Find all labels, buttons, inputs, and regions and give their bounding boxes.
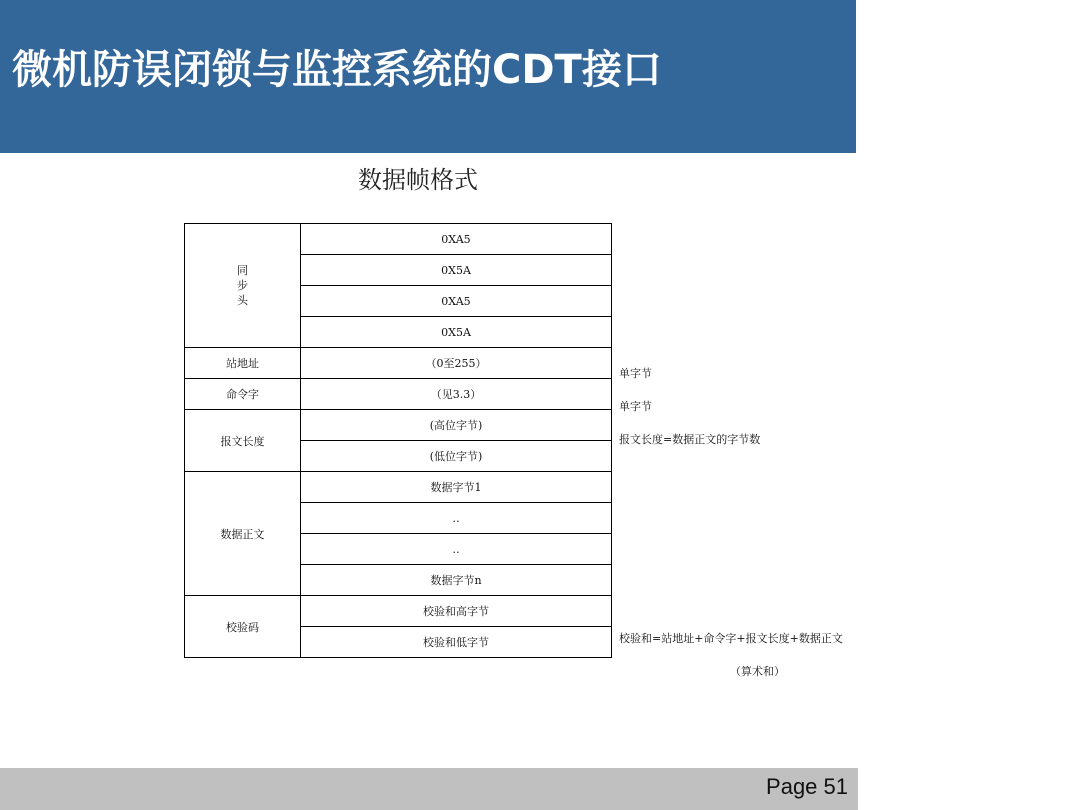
data-byte-ellipsis: ‥ xyxy=(301,503,612,534)
sync-byte-2: 0X5A xyxy=(301,255,612,286)
checksum-high-byte: 校验和高字节 xyxy=(301,596,612,627)
table-row xyxy=(185,348,612,379)
table-row xyxy=(185,596,612,627)
length-label: 报文长度 xyxy=(185,410,301,472)
data-byte-ellipsis: ‥ xyxy=(301,534,612,565)
station-address-value: （0至255） xyxy=(301,348,612,379)
length-low-byte: (低位字节) xyxy=(301,441,612,472)
checksum-low-byte: 校验和低字节 xyxy=(301,627,612,658)
sync-label-char: 步 xyxy=(237,279,248,292)
sync-header-label xyxy=(185,224,301,348)
footer-bar xyxy=(0,768,858,810)
station-note: 单字节 xyxy=(619,367,652,380)
sync-byte-3: 0XA5 xyxy=(301,286,612,317)
frame-format-table xyxy=(184,223,612,658)
slide-title: 微机防误闭锁与监控系统的CDT接口 xyxy=(12,47,662,93)
title-bar xyxy=(0,0,856,153)
table-row xyxy=(185,410,612,441)
sync-label-char: 头 xyxy=(237,294,248,307)
sync-byte-1: 0XA5 xyxy=(301,224,612,255)
checksum-note: 校验和=站地址+命令字+报文长度+数据正文 xyxy=(619,632,843,645)
data-body-label: 数据正文 xyxy=(185,472,301,596)
table-row xyxy=(185,472,612,503)
checksum-label: 校验码 xyxy=(185,596,301,658)
sync-byte-4: 0X5A xyxy=(301,317,612,348)
command-label: 命令字 xyxy=(185,379,301,410)
checksum-note-arithmetic: （算术和） xyxy=(730,665,785,678)
command-value: （见3.3） xyxy=(301,379,612,410)
sync-label-char: 同 xyxy=(237,264,248,277)
length-high-byte: (高位字节) xyxy=(301,410,612,441)
table-row xyxy=(185,224,612,255)
command-note: 单字节 xyxy=(619,400,652,413)
slide-subtitle: 数据帧格式 xyxy=(358,166,478,194)
data-byte-1: 数据字节1 xyxy=(301,472,612,503)
page-number: Page 51 xyxy=(766,774,848,799)
length-note: 报文长度=数据正文的字节数 xyxy=(619,433,761,446)
station-address-label: 站地址 xyxy=(185,348,301,379)
table-row xyxy=(185,379,612,410)
data-byte-n: 数据字节n xyxy=(301,565,612,596)
